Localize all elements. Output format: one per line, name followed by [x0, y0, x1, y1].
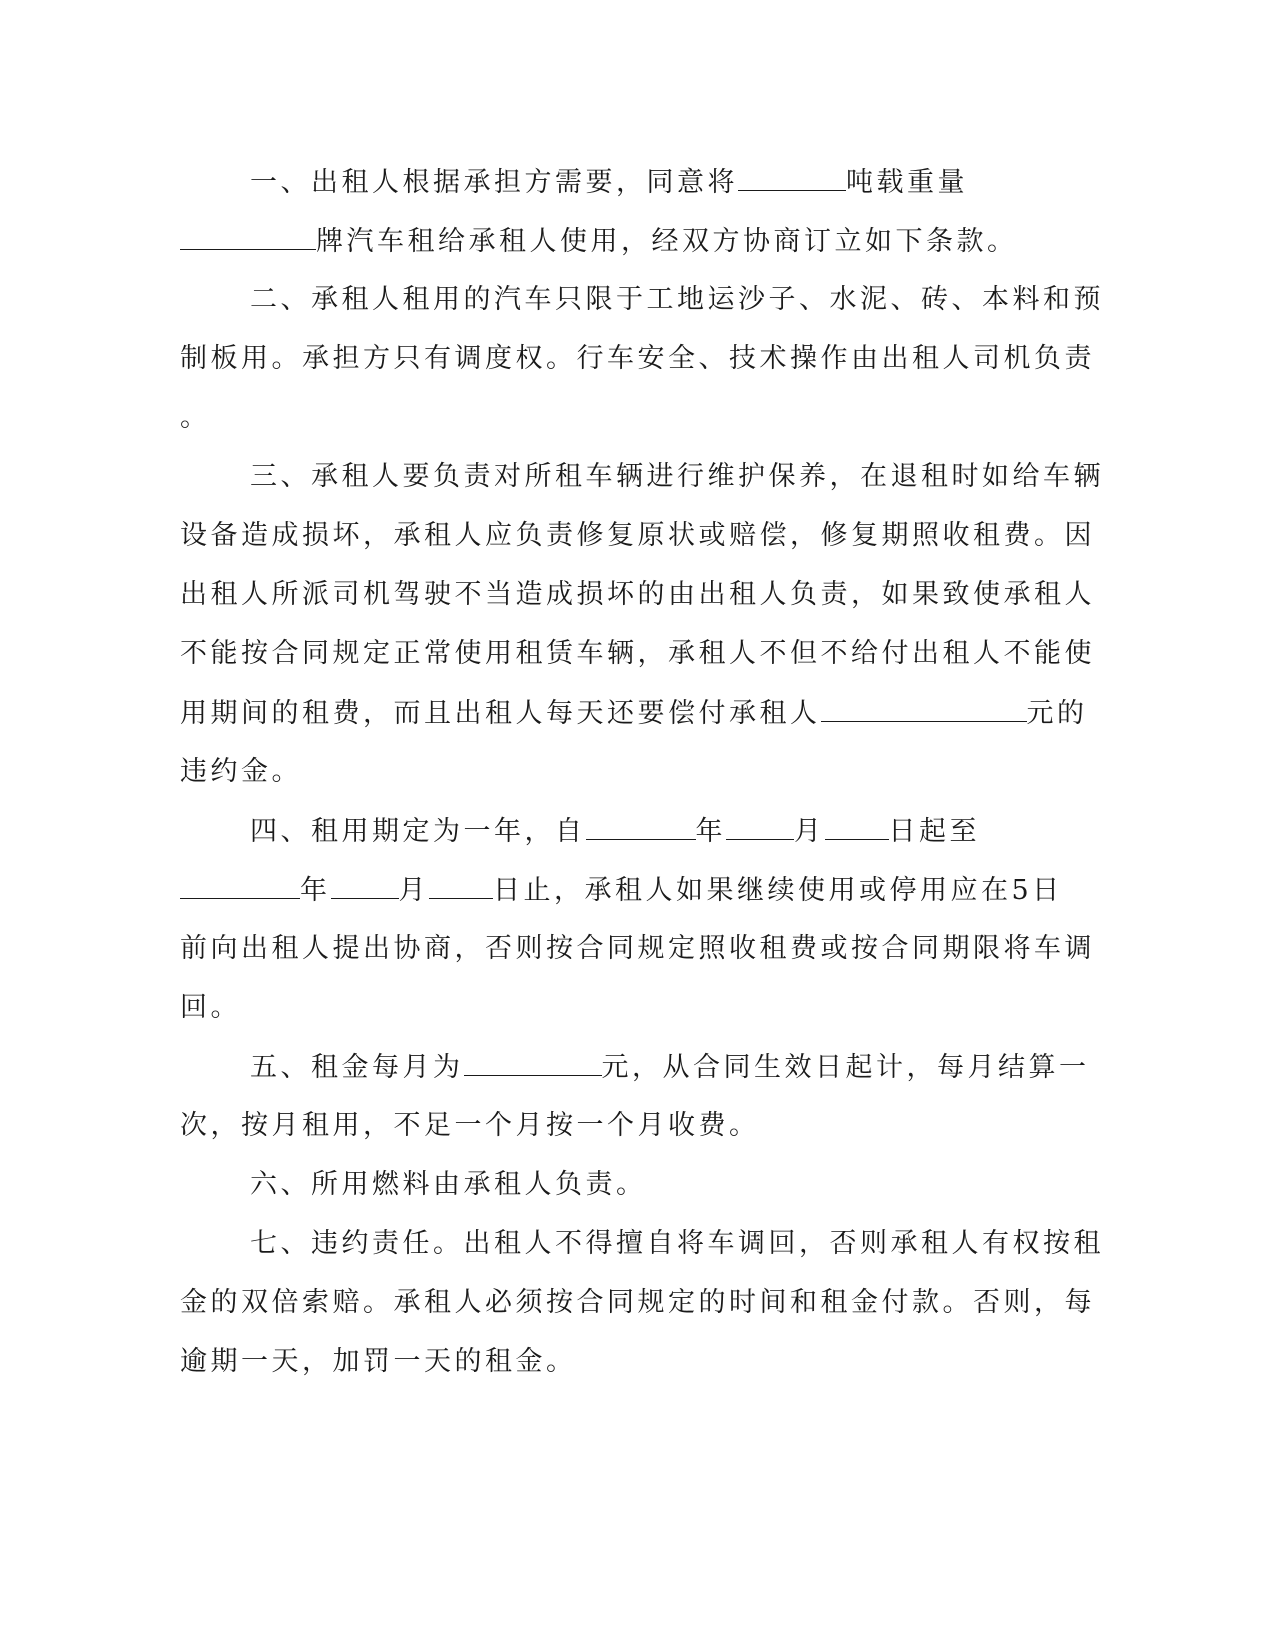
- clause-3-line-4: 不能按合同规定正常使用租赁车辆，承租人不但不给付出租人不能使: [180, 638, 1095, 669]
- clause-3-line-6: 违约金。: [180, 756, 302, 787]
- clause-4-text: 年: [695, 816, 726, 847]
- clause-4-text: 日止，承租人如果继续使用或停用应在5日: [493, 875, 1063, 906]
- end-month-blank: [331, 872, 399, 899]
- clause-1-line-1: [250, 164, 1120, 201]
- clause-5-line-1: [250, 1049, 1120, 1086]
- clause-4-line-2: [180, 872, 1063, 909]
- clause-4-text: 日起至: [888, 816, 980, 847]
- tonnage-blank: [738, 164, 846, 191]
- clause-1-text: 牌汽车租给承租人使用，经双方协商订立如下条款。: [316, 226, 1018, 257]
- clause-7-line-1: 七、违约责任。出租人不得擅自将车调回，否则承租人有权按租: [250, 1228, 1104, 1259]
- start-year-blank: [586, 813, 696, 840]
- clause-3-line-1: 三、承租人要负责对所租车辆进行维护保养，在退租时如给车辆: [250, 461, 1104, 492]
- clause-3-line-3: 出租人所派司机驾驶不当造成损坏的由出租人负责，如果致使承租人: [180, 579, 1095, 610]
- clause-3-text: 用期间的租费，而且出租人每天还要偿付承租人: [180, 698, 821, 729]
- clause-1-text: 吨载重量: [846, 167, 968, 198]
- clause-7-line-2: 金的双倍索赔。承租人必须按合同规定的时间和租金付款。否则，每: [180, 1287, 1095, 1318]
- clause-4-text: 年: [300, 875, 331, 906]
- clause-1-line-2: [180, 223, 1050, 260]
- end-day-blank: [429, 872, 493, 899]
- clause-3-text: 元的: [1026, 698, 1088, 729]
- start-day-blank: [825, 813, 889, 840]
- start-month-blank: [726, 813, 794, 840]
- penalty-amount-blank: [821, 695, 1027, 722]
- clause-4-line-3: 前向出租人提出协商，否则按合同规定照收租费或按合同期限将车调: [180, 933, 1095, 964]
- clause-4-text: 月: [794, 816, 825, 847]
- clause-4-text: 月: [398, 875, 429, 906]
- clause-3-line-2: 设备造成损坏，承租人应负责修复原状或赔偿，修复期照收租费。因: [180, 520, 1095, 551]
- clause-3-line-5: [180, 695, 1088, 732]
- clause-4-text: 四、租用期定为一年，自: [250, 816, 586, 847]
- end-year-blank: [180, 872, 300, 899]
- clause-4-line-1: [250, 813, 1120, 850]
- clause-5-text: 元，从合同生效日起计，每月结算一: [601, 1052, 1090, 1083]
- clause-1-text: 一、出租人根据承担方需要，同意将: [250, 167, 738, 198]
- monthly-rent-blank: [464, 1049, 602, 1076]
- clause-2-line-2: 制板用。承担方只有调度权。行车安全、技术操作由出租人司机负责: [180, 343, 1095, 374]
- clause-4-line-4: 回。: [180, 992, 241, 1023]
- clause-5-line-2: 次，按月租用，不足一个月按一个月收费。: [180, 1110, 760, 1141]
- clause-2-line-3: 。: [180, 402, 211, 433]
- clause-7-line-3: 逾期一天，加罚一天的租金。: [180, 1346, 577, 1377]
- clause-5-text: 五、租金每月为: [250, 1052, 464, 1083]
- brand-blank: [180, 223, 316, 250]
- clause-6-line-1: 六、所用燃料由承租人负责。: [250, 1169, 647, 1200]
- clause-2-line-1: 二、承租人租用的汽车只限于工地运沙子、水泥、砖、本料和预: [250, 284, 1104, 315]
